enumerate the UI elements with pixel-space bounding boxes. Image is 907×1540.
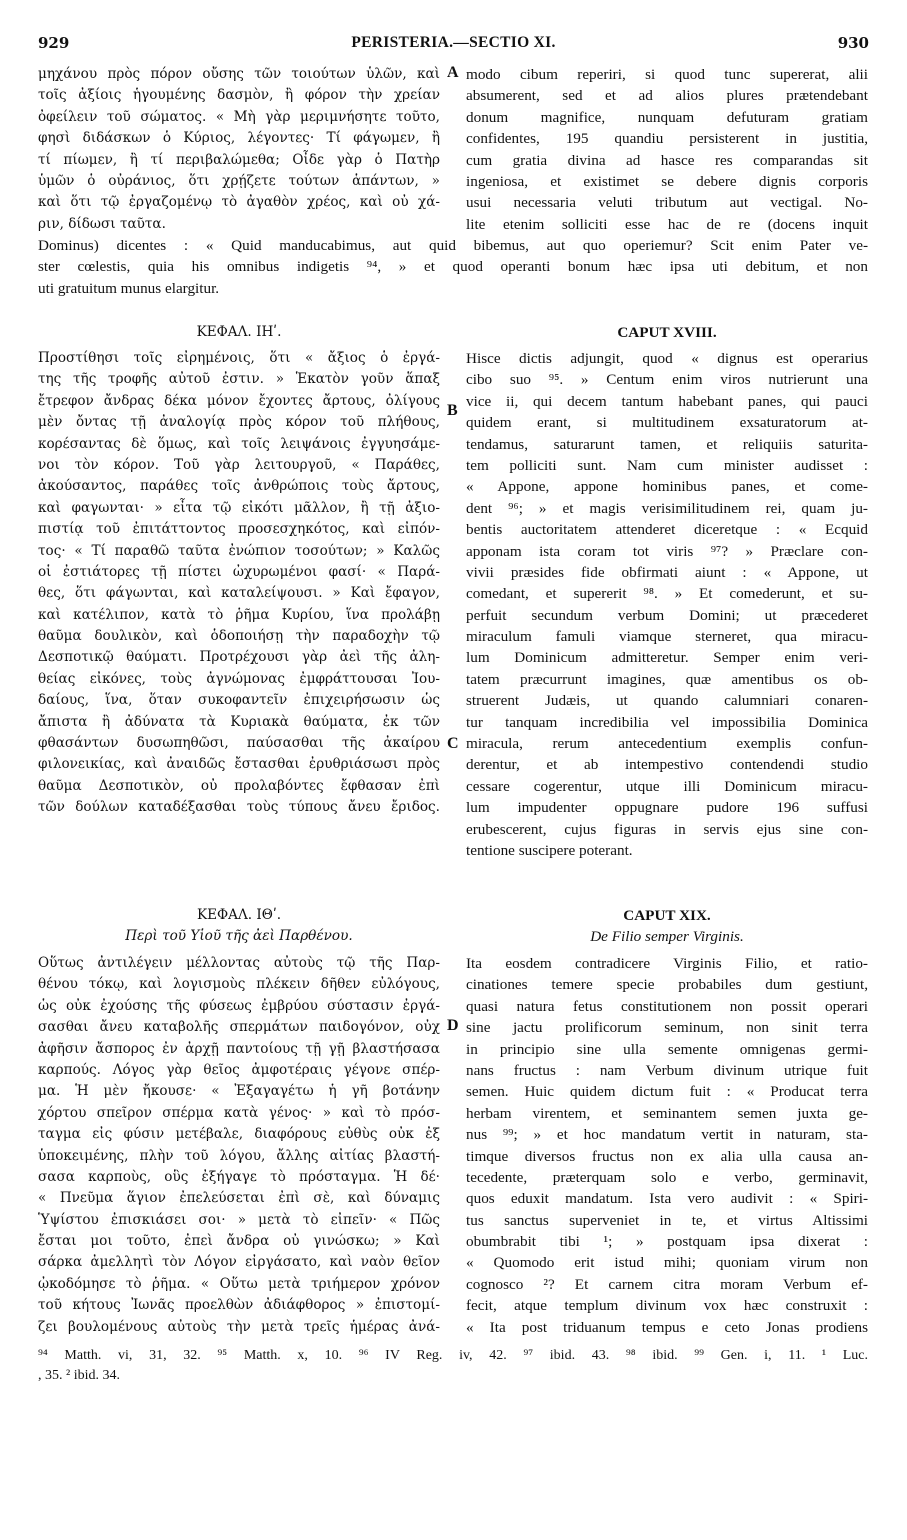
latin-line: tentione suscipere poterant. (466, 841, 633, 859)
latin-line: tur tanquam incredibilia vel impossibilia Dominica (466, 713, 868, 731)
greek-line: σασα καρποὺς, οὓς ἐξήγαγε τὸ πρόσταγμα. Ἡ δέ· (38, 1168, 440, 1185)
greek-line: δαίους, ἵνα, ὅταν συκοφαντεῖν ἐπιχειρήσωσιν ὡς (38, 692, 440, 709)
latin-line: lite etenim solliciti esse hac de re (docens inquit (466, 215, 868, 233)
greek-column-top (38, 64, 440, 235)
latin-line: cinationes temere specie probabiles dum gestiunt, (466, 976, 868, 994)
latin-line: donum magnifice, nunquam defuturam gratiam (466, 108, 868, 126)
greek-line: θείας εἰκόνες, τοὺς ἀγνώμονας ἐμφράττουσαι Ἰου- (38, 670, 440, 687)
latin-line: nus ⁹⁹; » et hoc mandatum vertit in naturam, sta- (466, 1126, 868, 1144)
chapter-heading: ΚΕΦΑΛ. ΙΘʹ. (196, 907, 282, 923)
greek-line: Προστίθησι τοῖς εἰρημένοις, ὅτι « ἄξιος ὁ ἐργά- (38, 350, 440, 366)
latin-line: comedant, et supererit ⁹⁸. » Et comederunt, et su- (466, 585, 868, 603)
latin-chapter-18-heading (466, 322, 868, 343)
greek-line: φθασάντων δυσωπηθῶσι, παύσασθαι τῆς ἀκαίρου (38, 735, 440, 752)
greek-line: ὑποκειμένης, πλὴν τοῦ λόγου, ἄλλης αἰτίας βλαστή- (38, 1147, 440, 1164)
latin-line: tecedente, præterquam solo e verbo, germinavit, (466, 1168, 868, 1186)
latin-line: vice ii, qui decem tantum habebant panes, qui pauci (466, 392, 868, 410)
latin-line: uti gratuitum munus elargitur. (38, 279, 220, 297)
greek-line: πιστίᾳ τοῦ ἐπιτάττοντος προσεσχηκότος, καὶ εἰπόν- (38, 521, 440, 538)
greek-line: ἔσται μοι τοῦτο, ἐπεὶ ἄνδρα οὐ γινώσκω; » Καὶ (38, 1233, 440, 1250)
greek-line: χόρτου σπεῖρον σπέρμα κατὰ γένος· » καὶ τὸ πρόσ- (38, 1104, 440, 1121)
latin-line: vivii præsides fide obfirmati aiunt : « Appone, ut (466, 563, 868, 581)
greek-line: σάρκα ἀμελλητὶ τὸν Λόγον εἰργάσατο, καὶ ναὸν θεῖον (38, 1254, 440, 1271)
latin-line: Dominus) dicentes : « Quid manducabimus, aut quid bibemus, aut quo operiemur? Scit enim Pater ve- (38, 237, 868, 254)
latin-line: « Quomodo erit istud mihi; quoniam virum non (466, 1254, 868, 1272)
greek-line: ἔτρεφον ἄνδρας δέκα μόνον ἔχοντες ἄρτους, ὀλίγους (38, 392, 440, 409)
latin-line: miraculum famuli viamque sterneret, qua miracu- (466, 628, 868, 646)
greek-line: θένου τόκῳ, καὶ λογισμοὺς πλέκειν δῆθεν εὐλόγους, (38, 976, 440, 993)
greek-line: καὶ φαγωνται· » εἶτα τῷ εἰκότι μᾶλλον, ἢ τῇ ἀξιο- (38, 499, 440, 516)
greek-line: τῶν δούλων καταδέξασθαι τοὺς τύπους ἄνευ ἔριδος. (38, 799, 440, 816)
latin-line: herbam virentem, et seminantem semen juxta ge- (466, 1104, 868, 1122)
latin-column-ch18 (466, 348, 868, 861)
greek-line: καὶ κατέλιπον, κατὰ τὸ ῥῆμα Κυρίου, ἵνα προλάβῃ (38, 606, 440, 623)
greek-line: ταγμα εἰς φύσιν μετέβαλε, διαφόρους εὐθὺς οὐκ ἐξ (38, 1126, 440, 1143)
greek-line: νοι τὸν κόρον. Τοῦ γὰρ λειτουργοῦ, « Παράθες, (38, 456, 440, 473)
latin-line: perfuit secundum verbum Domini; ut præcederet (466, 606, 868, 624)
greek-line: καρπούς. Λόγος γὰρ θεῖος ἀμφοτέραις γέγονε σπέρ- (38, 1061, 440, 1078)
greek-line: ᾠκοδόμησε τὸ ῥῆμα. « Οὕτω μετὰ τριήμερον χρόνον (38, 1275, 440, 1292)
running-header (38, 34, 869, 54)
latin-line: Hisce dictis adjungit, quod « dignus est operarius (466, 350, 868, 367)
latin-chapter-19-heading (466, 905, 868, 948)
latin-column-top (466, 64, 868, 235)
latin-spanning-text (38, 235, 868, 299)
greek-line: Οὕτως ἀντιλέγειν μέλλοντας αὐτοὺς τῷ τῆς Παρ- (38, 955, 440, 971)
greek-column-ch18 (38, 348, 440, 819)
greek-line: Ὑψίστου ἐπισκιάσει σοι· » μετὰ τὸ εἰπεῖν· « Πῶς (38, 1211, 440, 1228)
latin-line: quasi natura fetus constitutionem non possit operari (466, 997, 868, 1015)
greek-line: ἀφῆσιν ἄσπορος ἐν ἀρχῇ παντοίους τῇ γῇ βλαστήσασα (38, 1040, 440, 1057)
latin-line: quidem erant, si multitudinem exsaturatorum at- (466, 414, 868, 432)
latin-line: « Appone, appone hominibus panes, et come- (466, 478, 868, 496)
latin-line: obumbrabit tibi ¹; » postquam ipsa dixerat : (466, 1233, 868, 1251)
greek-line: ἀκούσαντος, παράθες τοῖς ἀνθρώποις τοὺς ἄρτους, (38, 478, 440, 495)
greek-line: φιλονεικίας, καὶ ἀναιδῶς ἔστασθαι ἐρυθριάσωσι πρὸς (38, 756, 440, 773)
greek-line: τί πίωμεν, ἢ τί περιβαλώμεθα; Οἶδε γὰρ ὁ Πατὴρ (38, 151, 440, 168)
chapter-heading: CAPUT XVIII. (617, 324, 717, 341)
greek-line: οἱ ἐστιάτορες τῇ πίστει ὠχυρωμένοι φασί· « Παρά- (38, 563, 440, 580)
greek-chapter-19-heading (38, 905, 440, 948)
latin-line: apponam ista coram tot viris ⁹⁷? » Præclare con- (466, 542, 868, 560)
latin-line: erubescerent, cujus figuras in servis ejus sine con- (466, 820, 868, 838)
latin-line: tem polliciti sunt. Nam cum minister audisset : (466, 456, 868, 474)
latin-column-ch19 (466, 953, 868, 1338)
margin-letter-a: A (447, 64, 459, 81)
latin-line: bentis auctoritatem attenderet diceretque : « Ecquid (466, 521, 868, 539)
greek-line: μα. Ἡ μὲν ἤκουσε· « Ἐξαγαγέτω ἡ γῆ βοτάνην (38, 1083, 440, 1100)
latin-line: « Ita post triduanum tempus e ceto Jonas prodiens (466, 1318, 868, 1336)
latin-line: usui necessaria veluti tributum aut vectigal. No- (466, 194, 868, 212)
latin-line: derentur, et ab intempestivo contendendi studio (466, 756, 868, 774)
greek-line: σασθαι ἄνευ καταβολῆς σπερμάτων παιδογόνον, οὐχ (38, 1019, 440, 1036)
latin-line: miracula, rerum antecedentium exemplis confun- (466, 735, 868, 753)
latin-line: timque diversos fructus non ex alia ulla causa an- (466, 1147, 868, 1165)
greek-line: θαῦμα δουλικὸν, καὶ ὁδοποιήσῃ τὴν παραδοχὴν τῷ (38, 628, 440, 645)
latin-line: tus sanctus superveniet in te, et virtus Altissimi (466, 1211, 868, 1229)
greek-line: θαῦμα Δεσποτικὸν, οὐ προλαβόντες ἔφθασαν ἐπὶ (38, 777, 440, 794)
latin-line: cessare cogerentur, utque illi Dominicum miracu- (466, 777, 868, 795)
greek-line: ὀφείλειν τοῦ σώματος. « Μὴ γὰρ μεριμνήσητε τοῦτο, (38, 108, 440, 125)
latin-line: modo cibum reperiri, si quod tunc supererat, alii (466, 66, 868, 83)
footnote-line: , 35. ² ibid. 34. (38, 1368, 120, 1383)
running-title: PERISTERIA.—SECTIO XI. (351, 34, 556, 51)
latin-line: in principio sine ulla semente omnigenas germi- (466, 1040, 868, 1058)
latin-line: confidentes, 195 quandiu persisterent in justitia, (466, 130, 868, 148)
greek-line: ὡς οὐκ ἐχούσης τῆς φύσεως ἐμβρύου σύστασιν ἐργά- (38, 997, 440, 1014)
latin-line: Ita eosdem contradicere Virginis Filio, et ratio- (466, 955, 868, 972)
greek-line: θες, ὅτι φάγωνται, καὶ καταλείψουσι. » Καὶ ἔφαγον, (38, 585, 440, 602)
chapter-subtitle: Περὶ τοῦ Υἱοῦ τῆς ἀεὶ Παρθένου. (125, 928, 353, 945)
latin-line: tendamus, saturarunt tamen, et reliquiis saturita- (466, 435, 868, 453)
greek-line: ἄπιστα ἢ ἀδύνατα τὰ Κυριακὰ θαύματα, ἐκ τῶν (38, 713, 440, 730)
margin-letter-d: D (447, 1017, 459, 1034)
latin-line: dent ⁹⁶; » et magis verisimilitudinem rei, quam ju- (466, 499, 868, 517)
greek-line: κορέσαντας δὲ ὅμως, καὶ τοῖς λειψάνοις ἐγγυησάμε- (38, 435, 440, 452)
latin-line: cum gratia divina ad hasce res comparandas sit (466, 151, 868, 169)
greek-line: Δεσποτικῷ θαύματι. Προτρέχουσι γὰρ ἀεὶ τῆς ἀλη- (38, 649, 440, 666)
latin-line: ster cœlestis, quia his omnibus indigetis ⁹⁴, » et quod operanti bonum hæc ipsa uti debitum, et non (38, 258, 868, 276)
latin-line: fecit, atque templum divinum vox hæc construxit : (466, 1297, 868, 1315)
greek-line: μηχάνου πρὸς πόρον οὔσης τῶν τοιούτων ὑλῶν, καὶ (38, 66, 440, 82)
greek-line: ζει βουλομένους αὐτοὺς τὴν μετὰ τρεῖς ἡμέρας ἀνά- (38, 1318, 440, 1335)
footnotes (38, 1346, 868, 1386)
greek-line: τοῖς ἀξίοις ἡγουμένης δασμὸν, ἢ φόρον τὴν χρείαν (38, 87, 440, 104)
greek-line: ριν, δίδωσι ταῦτα. (38, 215, 166, 232)
chapter-subtitle: De Filio semper Virginis. (590, 928, 744, 946)
greek-line: καὶ ὅτι τῷ ἐργαζομένῳ τὸ ἀγαθὸν χρέος, καὶ οὐ χά- (38, 194, 440, 211)
greek-chapter-18-heading (38, 322, 440, 343)
footnote-line: ⁹⁴ Matth. vi, 31, 32. ⁹⁵ Matth. x, 10. ⁹⁶ IV Reg. iv, 42. ⁹⁷ ibid. 43. ⁹⁸ ibid. ⁹⁹ Gen. i, 11. ¹ Luc. (38, 1348, 868, 1363)
latin-line: nans fructus : nam Verbum divinum utrique fuit (466, 1061, 868, 1079)
latin-line: sine jactu prolificorum seminum, non sinit terra (466, 1019, 868, 1037)
latin-line: quos eduxit mandatum. Ista vero audivit : « Spiri- (466, 1190, 868, 1208)
greek-line: της τῆς τροφῆς αὐτοῦ ἐστιν. » Ἑκατὸν γοῦν ἅπαξ (38, 371, 440, 388)
chapter-heading: ΚΕΦΑΛ. ΙΗʹ. (196, 324, 282, 340)
greek-line: « Πνεῦμα ἅγιον ἐπελεύσεται ἐπὶ σὲ, καὶ δύναμις (38, 1190, 440, 1207)
greek-line: ὑμῶν ὁ οὐράνιος, ὅτι χρῄζετε τούτων ἁπάντων, » (38, 172, 440, 189)
margin-letter-b: B (447, 402, 458, 419)
greek-line: τοῦ κήτους Ἰωνᾶς προελθὼν ἀδιάφθορος » ἐπιστομί- (38, 1297, 440, 1314)
greek-line: φησὶ διδάσκων ὁ Κύριος, λέγοντες· Τί φάγωμεν, ἢ (38, 130, 440, 147)
greek-line: τος· « Τί παραθῶ ταῦτα ἐνώπιον τοσούτων; » Καλῶς (38, 542, 440, 559)
latin-line: absumerent, sed et ad alios plures prætendebant (466, 87, 868, 105)
greek-line: μὲν ὄντας τῇ ἀναλογίᾳ πρὸς κόρον τοῦ πλήθους, (38, 414, 440, 431)
margin-letter-c: C (447, 735, 459, 752)
latin-line: cognosco ²? Et carnem citra moram Verbum ef- (466, 1275, 868, 1293)
greek-column-ch19 (38, 953, 440, 1338)
page-number-right: 930 (837, 34, 869, 52)
latin-line: tatem præcurrunt imagines, quæ amentibus os ob- (466, 670, 868, 688)
latin-line: semen. Huic quidem dictum fuit : « Producat terra (466, 1083, 868, 1101)
latin-line: lum Dominicum admitteretur. Semper enim veri- (466, 649, 868, 667)
latin-line: ingeniosa, et existimet se debere dignis corporis (466, 172, 868, 190)
latin-line: cibo suo ⁹⁵. » Centum enim viros nutrierunt una (466, 371, 868, 389)
page-number-left: 929 (38, 34, 70, 52)
latin-line: lum impudenter oppugnare pudore 196 suffusi (466, 799, 868, 817)
latin-line: struerent Judæis, ut quando calumniari conaren- (466, 692, 868, 710)
chapter-heading: CAPUT XIX. (623, 907, 711, 924)
